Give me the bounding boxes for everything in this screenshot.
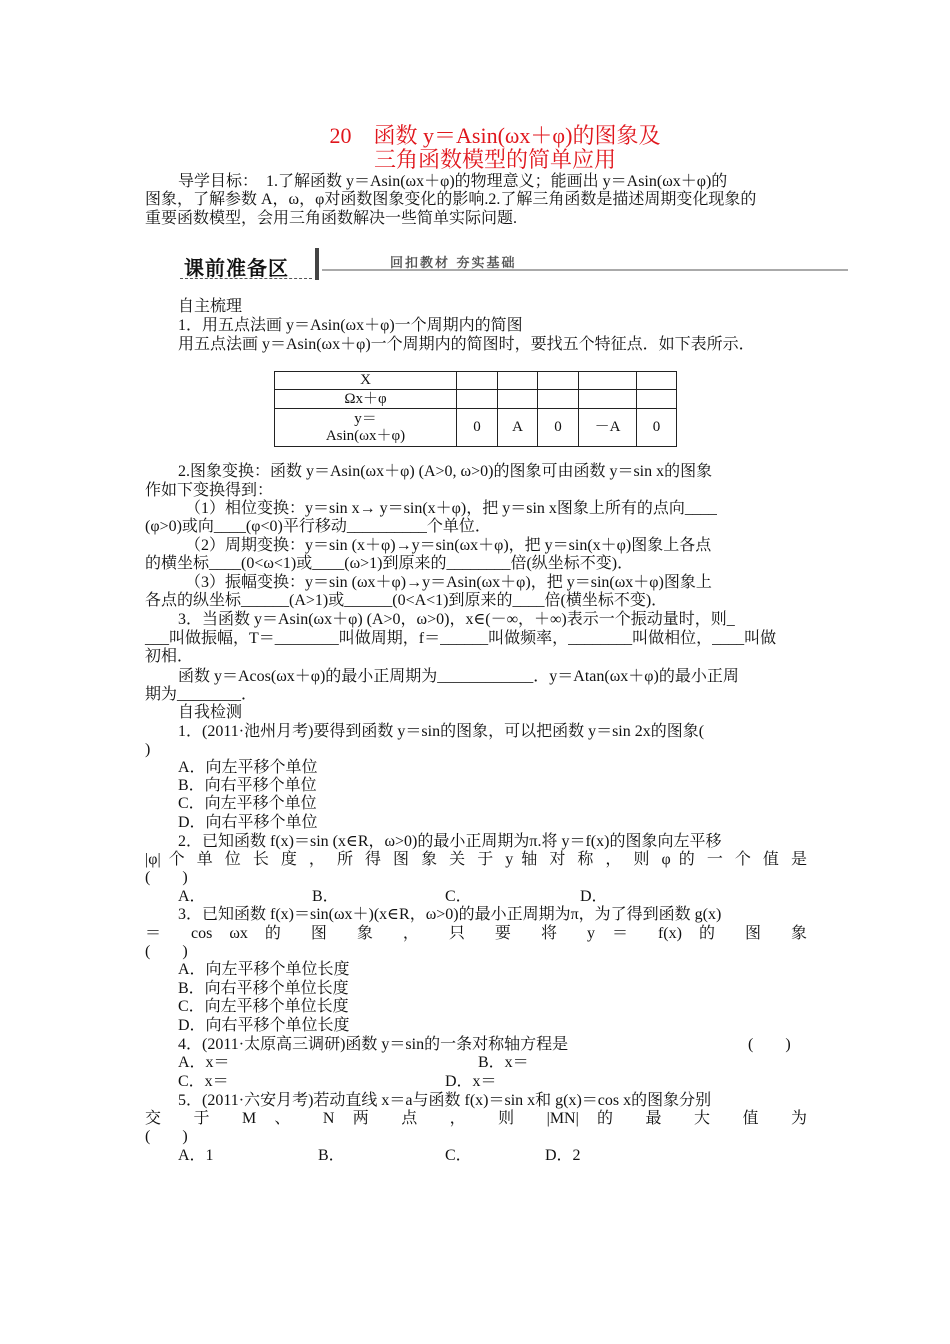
table-row-label: Ωx＋φ — [275, 390, 457, 409]
table-row-label: X — [275, 372, 457, 390]
text-line: 初相． — [145, 648, 194, 665]
banner-bar — [315, 248, 319, 280]
text-line: 重要函数模型，会用三角函数解决一些简单实际问题. — [145, 210, 518, 227]
text-line: ＝ cos ωx 的 图 象 ， 只 要 将 y ＝ f(x) 的 图 象 — [145, 925, 807, 942]
text-line: 的横坐标____(0<ω<1)或____(ω>1)到原来的________倍(纵坐标不变)． — [145, 555, 634, 572]
banner-rule — [322, 269, 848, 271]
text-line: 用五点法画 y＝Asin(ωx＋φ)一个周期内的简图时，要找五个特征点．如下表所示． — [178, 336, 755, 353]
text-line: 图象，了解参数 A，ω，φ对函数图象变化的影响.2.了解三角函数是描述周期变化现象的 — [145, 191, 757, 208]
text-line: C． — [445, 888, 472, 905]
text-line: C．x＝ — [178, 1073, 229, 1090]
text-line: ( ) — [145, 943, 188, 960]
text-line: 2．已知函数 f(x)＝sin (x∈R，ω>0)的最小正周期为π.将 y＝f(x)的图象向左平移 — [178, 833, 722, 850]
text-line: 作如下变换得到： — [145, 482, 274, 499]
text-line: 各点的纵坐标______(A>1)或______(0<A<1)到原来的____倍(横坐标不变)． — [145, 592, 668, 609]
text-line: ( ) — [748, 1036, 791, 1053]
text-line: |φ| 个 单 位 长 度 ， 所 得 图 象 关 于 y 轴 对 称 ， 则 φ 的 一 个 值 是 — [145, 851, 807, 868]
five-point-table — [274, 371, 677, 447]
text-line: 1．用五点法画 y＝Asin(ωx＋φ)一个周期内的简图 — [178, 317, 523, 334]
table-cell: A — [498, 409, 538, 447]
table-cell: 0 — [538, 409, 579, 447]
text-line: （3）振幅变换：y＝sin (ωx＋φ)→y＝Asin(ωx＋φ)，把 y＝sin(ωx＋φ)图象上 — [185, 574, 712, 591]
text-line: 4．(2011·太原高三调研)函数 y＝sin的一条对称轴方程是 — [178, 1036, 569, 1053]
table-cell: 0 — [637, 409, 677, 447]
text-line: B． — [318, 1147, 345, 1164]
text-line: A．向左平移个单位 — [178, 759, 318, 776]
text-line: C． — [445, 1147, 472, 1164]
text-line: （1）相位变换：y＝sin x→ y＝sin(x＋φ)，把 y＝sin x图象上所有的点向____ — [185, 500, 717, 517]
text-line: 3．已知函数 f(x)＝sin(ωx＋)(x∈R，ω>0)的最小正周期为π，为了得到函数 g(x) — [178, 906, 722, 923]
text-line: B．x＝ — [478, 1054, 529, 1071]
banner-subtitle: 回扣教材 夯实基础 — [390, 256, 517, 271]
table-row-label: y＝ Asin(ωx＋φ) — [275, 409, 457, 447]
section-banner — [178, 248, 848, 282]
text-line: C．向左平移个单位长度 — [178, 998, 349, 1015]
text-line: D．x＝ — [445, 1073, 497, 1090]
text-line: 1．(2011·池州月考)要得到函数 y＝sin的图象，可以把函数 y＝sin 2x的图象( — [178, 723, 705, 740]
text-line: 3．当函数 y＝Asin(ωx＋φ) (A>0，ω>0)，x∈(－∞，＋∞)表示一个振动量时，则_ — [178, 611, 735, 628]
text-line: 2.图象变换：函数 y＝Asin(ωx＋φ) (A>0, ω>0)的图象可由函数 y＝sin x的图象 — [178, 463, 713, 480]
text-line: B． — [312, 888, 339, 905]
text-line: 导学目标： 1.了解函数 y＝Asin(ωx＋φ)的物理意义；能画出 y＝Asin(ωx＋φ)的 — [178, 173, 728, 190]
text-line: C．向左平移个单位 — [178, 795, 317, 812]
text-line: 期为________． — [145, 686, 258, 703]
text-line: A．向左平移个单位长度 — [178, 961, 350, 978]
text-line: ) — [145, 741, 151, 758]
text-line: (φ>0)或向____(φ<0)平行移动__________个单位． — [145, 518, 491, 535]
text-line: D．2 — [545, 1147, 581, 1164]
text-line: A． — [178, 888, 206, 905]
title-line-2: 三角函数模型的简单应用 — [373, 147, 616, 172]
text-line: ( ) — [145, 869, 188, 886]
text-line: 交 于 M 、 N 两 点 ， 则 |MN| 的 最 大 值 为 — [145, 1110, 807, 1127]
text-line: D． — [580, 888, 608, 905]
text-line: A．x＝ — [178, 1054, 230, 1071]
banner-dash-divider — [180, 278, 312, 279]
banner-label: 课前准备区 — [184, 256, 289, 280]
text-line: D．向右平移个单位 — [178, 814, 318, 831]
table-cell: 0 — [457, 409, 498, 447]
table-cell: －A — [579, 409, 637, 447]
text-line: 自主梳理 — [178, 298, 243, 315]
text-line: ___叫做振幅，T＝________叫做周期，f＝______叫做频率，________叫做相位，____叫做 — [145, 630, 777, 647]
title-line-1: 20 函数 y＝Asin(ωx＋φ)的图象及 — [329, 123, 661, 148]
text-line: 函数 y＝Acos(ωx＋φ)的最小正周期为____________．y＝Atan(ωx＋φ)的最小正周 — [178, 668, 739, 685]
text-line: B．向右平移个单位 — [178, 777, 317, 794]
text-line: 自我检测 — [178, 704, 243, 721]
text-line: D．向右平移个单位长度 — [178, 1017, 350, 1034]
text-line: （2）周期变换：y＝sin (x＋φ)→y＝sin(ωx＋φ)，把 y＝sin(x＋φ)图象上各点 — [185, 537, 712, 554]
text-line: A．1 — [178, 1147, 214, 1164]
text-line: B．向右平移个单位长度 — [178, 980, 349, 997]
text-line: 5．(2011·六安月考)若动直线 x＝a与函数 f(x)＝sin x和 g(x)＝cos x的图象分别 — [178, 1092, 712, 1109]
text-line: ( ) — [145, 1128, 188, 1145]
